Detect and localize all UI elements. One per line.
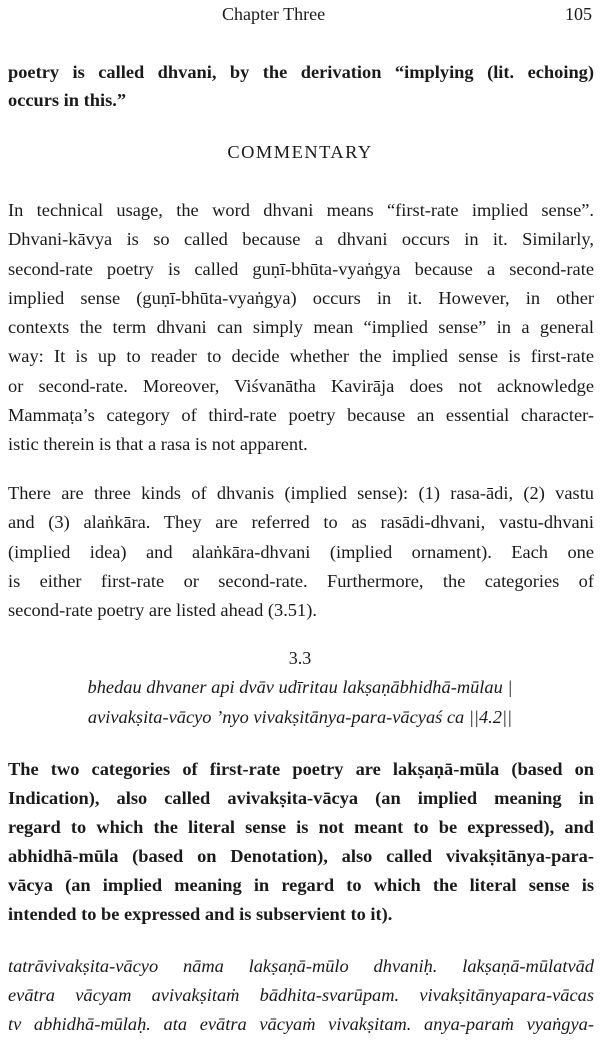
translation-line: abhidhā-mūla (based on Denotation), also called vivakṣitānya-para- (8, 846, 594, 866)
commentary-heading: COMMENTARY (227, 142, 373, 162)
paragraph-line: way: It is up to reader to decide whether the implied sense is first-rate (8, 346, 594, 367)
translation-line: Indication), also called avivakṣita-vācya (an implied meaning in (8, 788, 594, 808)
paragraph-line: istic therein is that a rasa is not apparent. (8, 434, 308, 455)
sanskrit-line: evātra vācyam avivakṣitaṁ bādhita-svarūpam. vivakṣitānyapara-vācas (8, 985, 594, 1005)
paragraph-line: There are three kinds of dhvanis (implied sense): (1) rasa-ādi, (2) vastu (8, 483, 594, 503)
running-header (0, 4, 600, 30)
verse-line: bhedau dhvaner api dvāv udīritau lakṣaṇābhidhā-mūlau | (87, 677, 513, 697)
translation-line: regard to which the literal sense is not meant to be expressed), and (8, 817, 594, 837)
verse-translation (8, 755, 594, 929)
paragraph-line: implied sense (guṇī-bhūta-vyaṅgya) occurs in it. However, in other (8, 287, 594, 308)
paragraph-line: and (3) alaṅkāra. They are referred to as rasādi-dhvani, vastu-dhvani (8, 512, 594, 533)
verse-line: avivakṣita-vācyo ’nyo vivakṣitānya-para-vācyaś ca ||4.2|| (87, 707, 513, 727)
translation-line: intended to be expressed and is subservient to it). (8, 904, 393, 924)
paragraph-line: Mammaṭa’s category of third-rate poetry because an essential character- (8, 405, 594, 426)
paragraph-line: contexts the term dhvani can simply mean “implied sense” in a general (8, 317, 594, 338)
sanskrit-prose (8, 952, 594, 1039)
chapter-title: Chapter Three (222, 4, 326, 24)
paragraph-line: second-rate poetry are listed ahead (3.51). (8, 600, 317, 621)
intro-line: occurs in this.” (8, 90, 127, 110)
paragraph-line: or second-rate. Moreover, Viśvanātha Kavirāja does not acknowledge (8, 375, 594, 396)
paragraph-line: In technical usage, the word dhvani means “first-rate implied sense”. (8, 200, 594, 220)
verse-number: 3.3 (288, 648, 312, 668)
commentary-paragraph-1 (8, 196, 594, 460)
paragraph-line: (implied idea) and alaṅkāra-dhvani (implied ornament). Each one (8, 541, 594, 562)
translation-line: vācya (an implied meaning in regard to which the literal sense is (8, 875, 594, 895)
sanskrit-line: tv abhidhā-mūlaḥ. ata evātra vācyaṁ vivakṣitam. anya-paraṁ vyaṅgya- (8, 1014, 594, 1034)
sanskrit-line: tatrāvivakṣita-vācyo nāma lakṣaṇā-mūlo dhvaniḥ. lakṣaṇā-mūlatvād (8, 956, 594, 976)
translation-line: The two categories of first-rate poetry are lakṣaṇā-mūla (based on (8, 759, 594, 779)
commentary-paragraph-2 (8, 479, 594, 625)
paragraph-line: Dhvani-kāvya is so called because a dhvani occurs in it. Similarly, (8, 229, 594, 250)
page-number: 105 (565, 4, 592, 24)
paragraph-line: is either first-rate or second-rate. Furthermore, the categories of (8, 570, 594, 591)
intro-passage (8, 58, 594, 114)
intro-line: poetry is called dhvani, by the derivation “implying (lit. echoing) (8, 62, 594, 82)
sanskrit-verse (0, 672, 600, 732)
paragraph-line: second-rate poetry is called guṇī-bhūta-vyaṅgya because a second-rate (8, 258, 594, 279)
